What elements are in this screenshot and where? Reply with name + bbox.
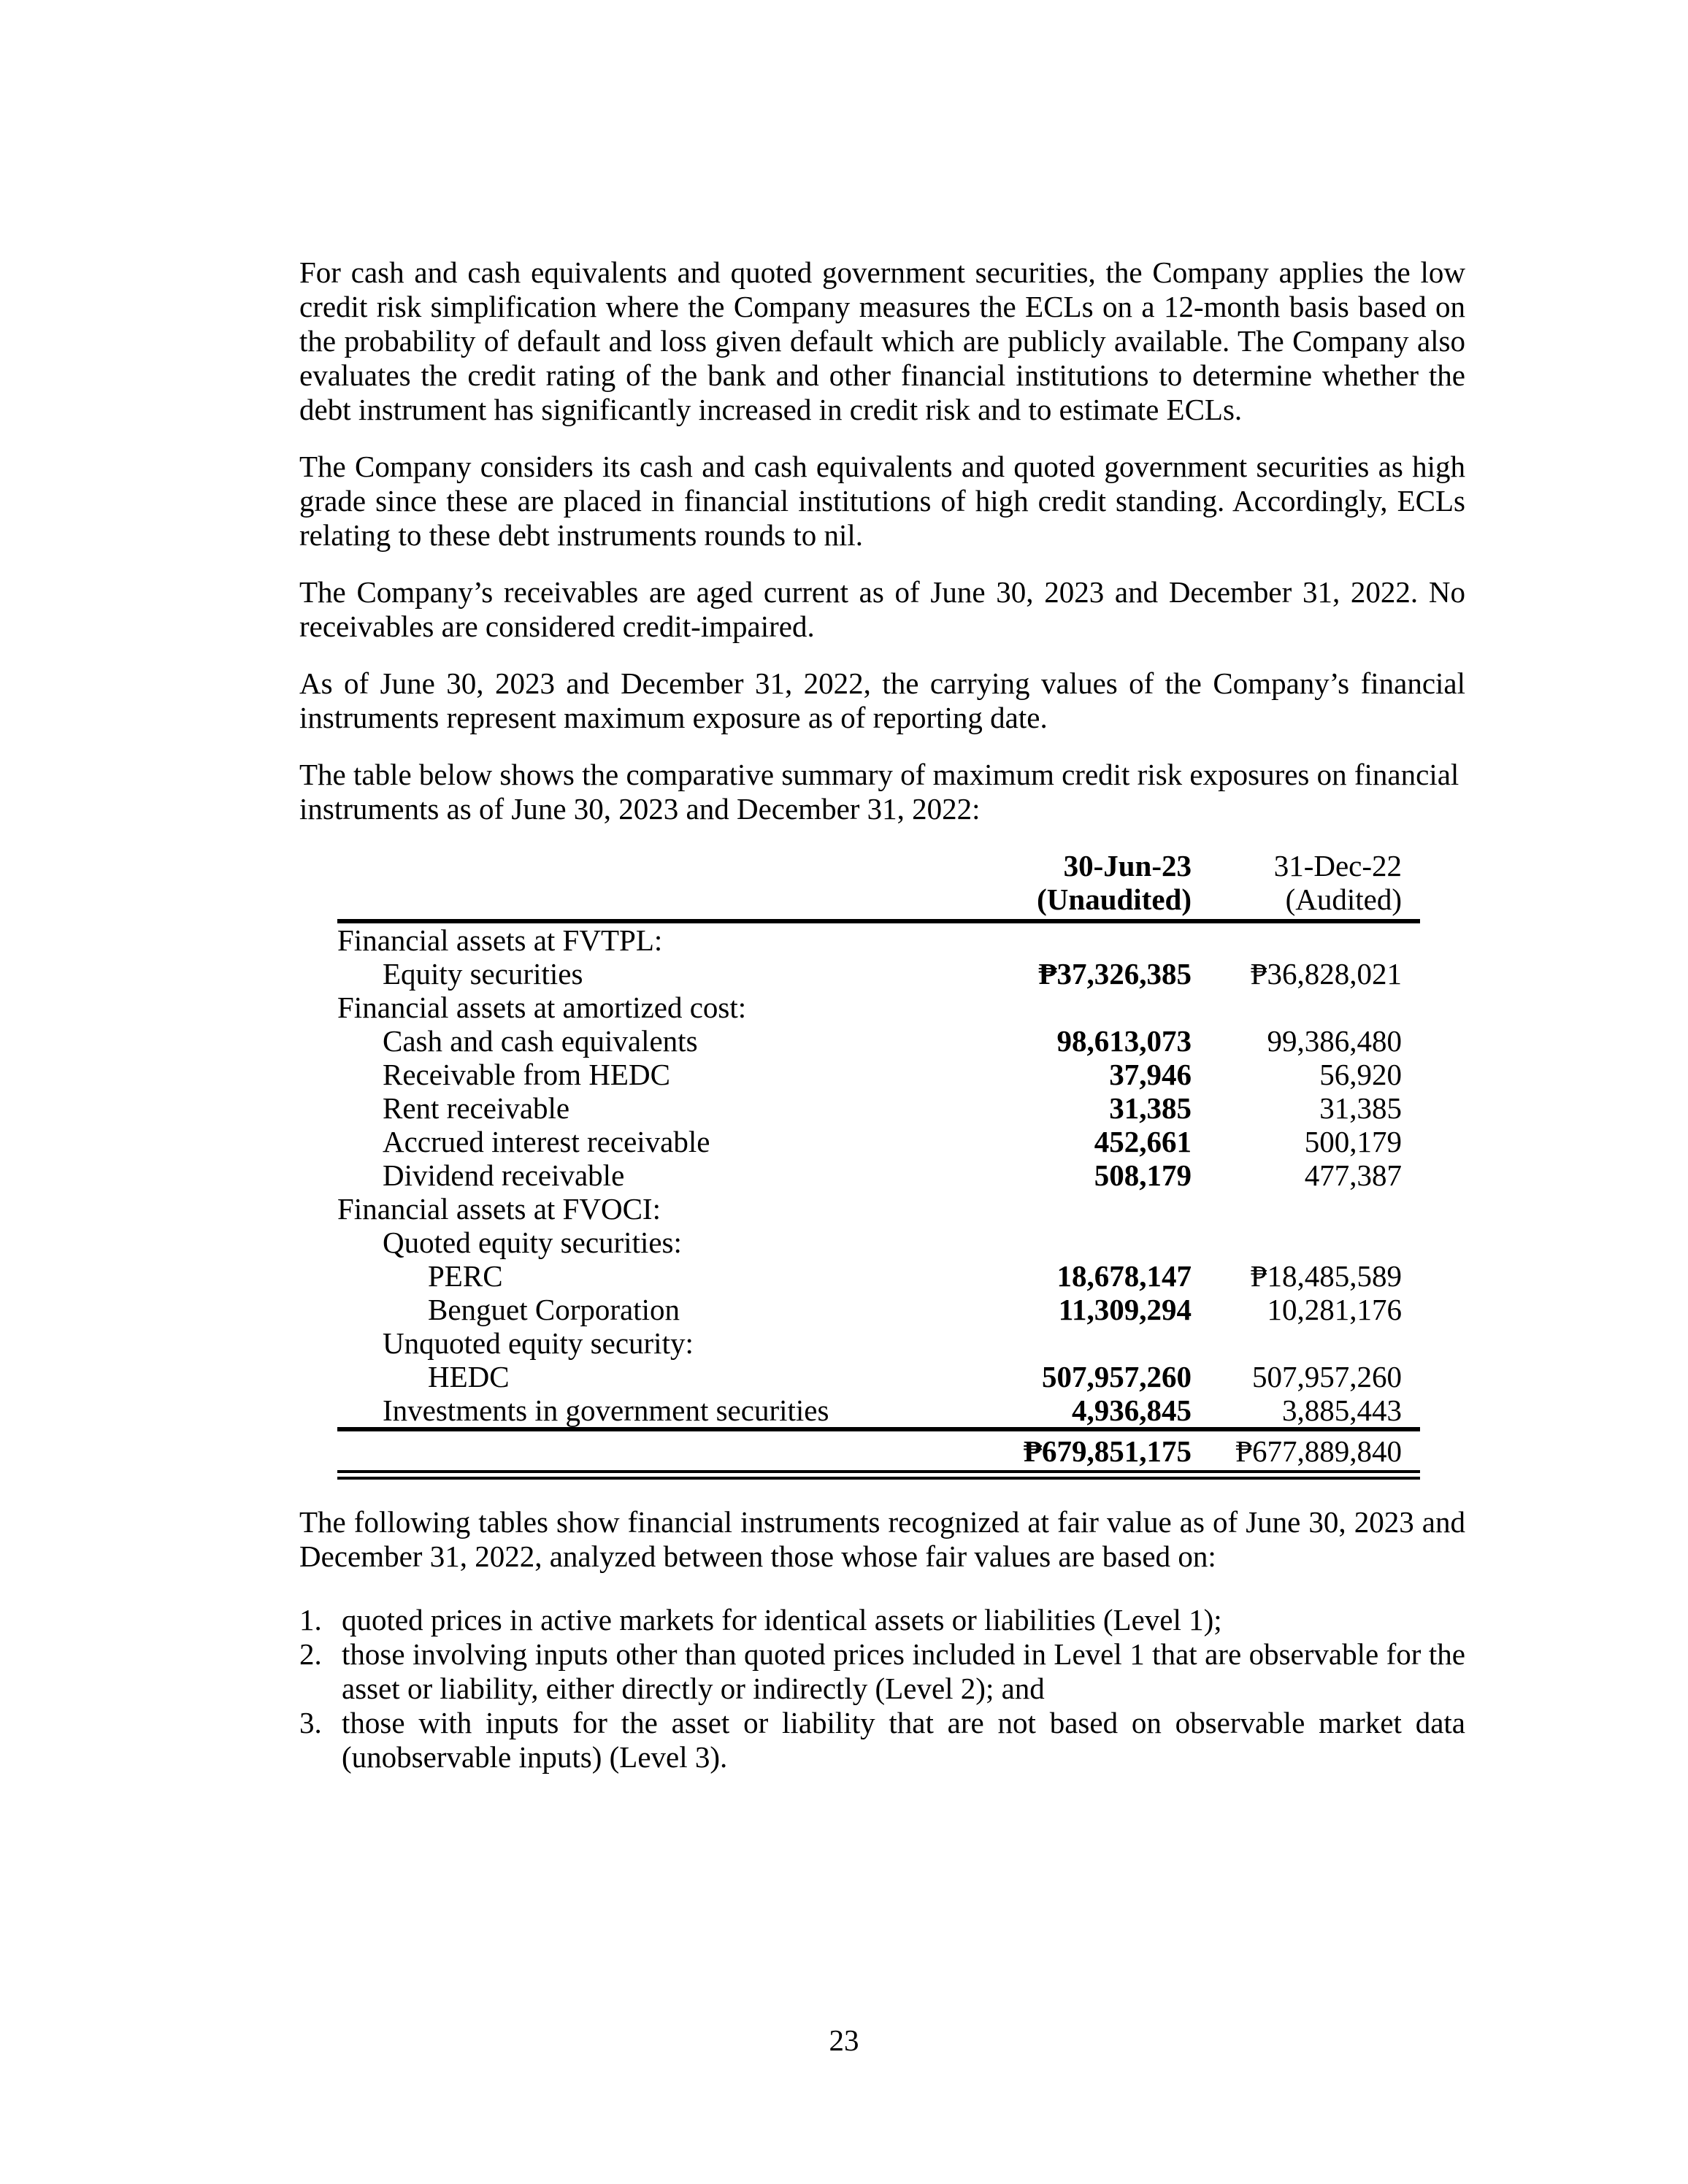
list-item-level1 xyxy=(299,1603,1465,1637)
list-item-text: those involving inputs other than quoted prices included in Level 1 that are observable for the asset or liability, either directly or indirectly (Level 2); and xyxy=(342,1637,1465,1705)
value-jun23: 507,957,260 xyxy=(1042,1360,1192,1393)
table-row xyxy=(337,1293,1420,1326)
value-jun23: 11,309,294 xyxy=(1058,1293,1192,1326)
row-label: HEDC xyxy=(428,1360,510,1393)
table-row xyxy=(337,991,1420,1024)
table-total-row xyxy=(337,1429,1420,1475)
row-label: Unquoted equity security: xyxy=(383,1326,694,1360)
value-jun23: 98,613,073 xyxy=(1056,1024,1192,1058)
table-row xyxy=(337,1125,1420,1158)
value-dec22 xyxy=(1192,921,1420,957)
value-dec22: ₱18,485,589 xyxy=(1250,1259,1402,1293)
value-dec22: 56,920 xyxy=(1319,1058,1402,1091)
value-dec22: ₱36,828,021 xyxy=(1250,957,1402,991)
value-jun23: 508,179 xyxy=(1094,1158,1192,1192)
credit-risk-exposure-table xyxy=(337,849,1420,1480)
value-dec22 xyxy=(1192,1226,1420,1259)
header-dec22-status: (Audited) xyxy=(1285,883,1402,916)
row-label: Financial assets at FVOCI: xyxy=(337,1192,661,1226)
header-dec22-date: 31-Dec-22 xyxy=(1273,849,1402,883)
row-label: Dividend receivable xyxy=(383,1158,625,1192)
table-header-row xyxy=(337,849,1420,921)
page-number: 23 xyxy=(829,2023,859,2057)
table-row xyxy=(337,957,1420,991)
value-jun23: 452,661 xyxy=(1094,1125,1192,1158)
value-dec22 xyxy=(1192,1192,1420,1226)
paragraph-fair-value-intro: The following tables show financial instruments recognized at fair value as of June 30, 2023 and December 31, 2022, analyzed between those whose fair values are based on: xyxy=(299,1505,1465,1573)
value-jun23: 31,385 xyxy=(1109,1091,1192,1125)
value-dec22: 10,281,176 xyxy=(1267,1293,1402,1326)
value-jun23 xyxy=(987,1192,1192,1226)
row-label: Financial assets at FVTPL: xyxy=(337,923,663,957)
total-dec22: ₱677,889,840 xyxy=(1192,1429,1420,1475)
value-dec22: 507,957,260 xyxy=(1252,1360,1402,1393)
total-jun23: ₱679,851,175 xyxy=(987,1429,1192,1475)
table-row xyxy=(337,1158,1420,1192)
value-dec22 xyxy=(1192,991,1420,1024)
value-jun23: ₱37,326,385 xyxy=(1038,957,1192,991)
row-label: Accrued interest receivable xyxy=(383,1125,710,1158)
paragraph-receivables-aged: The Company’s receivables are aged current as of June 30, 2023 and December 31, 2022. No receivables are considered credit-impaired. xyxy=(299,575,1465,643)
header-empty-cell xyxy=(337,849,987,921)
table-row xyxy=(337,1326,1420,1360)
table-row xyxy=(337,1058,1420,1091)
header-dec22 xyxy=(1192,849,1420,921)
value-jun23: 18,678,147 xyxy=(1056,1259,1192,1293)
table-row xyxy=(337,1091,1420,1125)
value-dec22: 3,885,443 xyxy=(1282,1393,1402,1427)
list-item-text: those with inputs for the asset or liability that are not based on observable market data (unobservable inputs) (Level 3). xyxy=(342,1706,1465,1774)
row-label: Quoted equity securities: xyxy=(383,1226,682,1259)
table-row xyxy=(337,1226,1420,1259)
list-item-text: quoted prices in active markets for identical assets or liabilities (Level 1); xyxy=(342,1603,1222,1637)
header-jun23-date: 30-Jun-23 xyxy=(1063,849,1192,883)
list-marker: 1. xyxy=(299,1603,322,1637)
table-row xyxy=(337,1393,1420,1429)
table-row xyxy=(337,1024,1420,1058)
paragraph-carrying-values: As of June 30, 2023 and December 31, 2022, the carrying values of the Company’s financial instruments represent maximum exposure as of reporting date. xyxy=(299,666,1465,734)
value-jun23: 37,946 xyxy=(1109,1058,1192,1091)
value-jun23 xyxy=(987,991,1192,1024)
row-label: Benguet Corporation xyxy=(428,1293,680,1326)
list-marker: 2. xyxy=(299,1637,322,1671)
paragraph-low-credit-risk: For cash and cash equivalents and quoted government securities, the Company applies the low credit risk simplification where the Company measures the ECLs on a 12-month basis based on the probability of default and loss given default which are publicly available. The Company also evaluates the credit rating of the bank and other financial institutions to determine whether the debt instrument has significantly increased in credit risk and to estimate ECLs. xyxy=(299,255,1465,426)
list-item-level3 xyxy=(299,1706,1465,1774)
paragraph-table-intro: The table below shows the comparative summary of maximum credit risk exposures on financial instruments as of June 30, 2023 and December 31, 2022: xyxy=(299,758,1459,826)
table-row xyxy=(337,1192,1420,1226)
value-jun23 xyxy=(987,1326,1192,1360)
row-label: PERC xyxy=(428,1259,503,1293)
value-dec22 xyxy=(1192,1326,1420,1360)
value-jun23 xyxy=(987,921,1192,957)
value-jun23 xyxy=(987,1226,1192,1259)
value-dec22: 500,179 xyxy=(1304,1125,1402,1158)
row-label: Rent receivable xyxy=(383,1091,570,1125)
value-dec22: 99,386,480 xyxy=(1267,1024,1402,1058)
header-jun23 xyxy=(987,849,1192,921)
total-empty-cell xyxy=(337,1429,987,1475)
fair-value-levels-list xyxy=(299,1603,1465,1774)
row-label: Financial assets at amortized cost: xyxy=(337,991,747,1024)
list-marker: 3. xyxy=(299,1706,322,1739)
table-row xyxy=(337,1259,1420,1293)
value-dec22: 31,385 xyxy=(1319,1091,1402,1125)
row-label: Equity securities xyxy=(383,957,583,991)
row-label: Investments in government securities xyxy=(383,1393,829,1427)
header-jun23-status: (Unaudited) xyxy=(1037,883,1192,916)
row-label: Cash and cash equivalents xyxy=(383,1024,698,1058)
list-item-level2 xyxy=(299,1637,1465,1706)
value-dec22: 477,387 xyxy=(1304,1158,1402,1192)
table-row xyxy=(337,1360,1420,1393)
table-row xyxy=(337,921,1420,957)
value-jun23: 4,936,845 xyxy=(1072,1393,1192,1427)
row-label: Receivable from HEDC xyxy=(383,1058,670,1091)
paragraph-high-grade: The Company considers its cash and cash equivalents and quoted government securities as high grade since these are placed in financial institutions of high credit standing. Accordingly, ECLs relating to these debt instruments rounds to nil. xyxy=(299,450,1465,552)
